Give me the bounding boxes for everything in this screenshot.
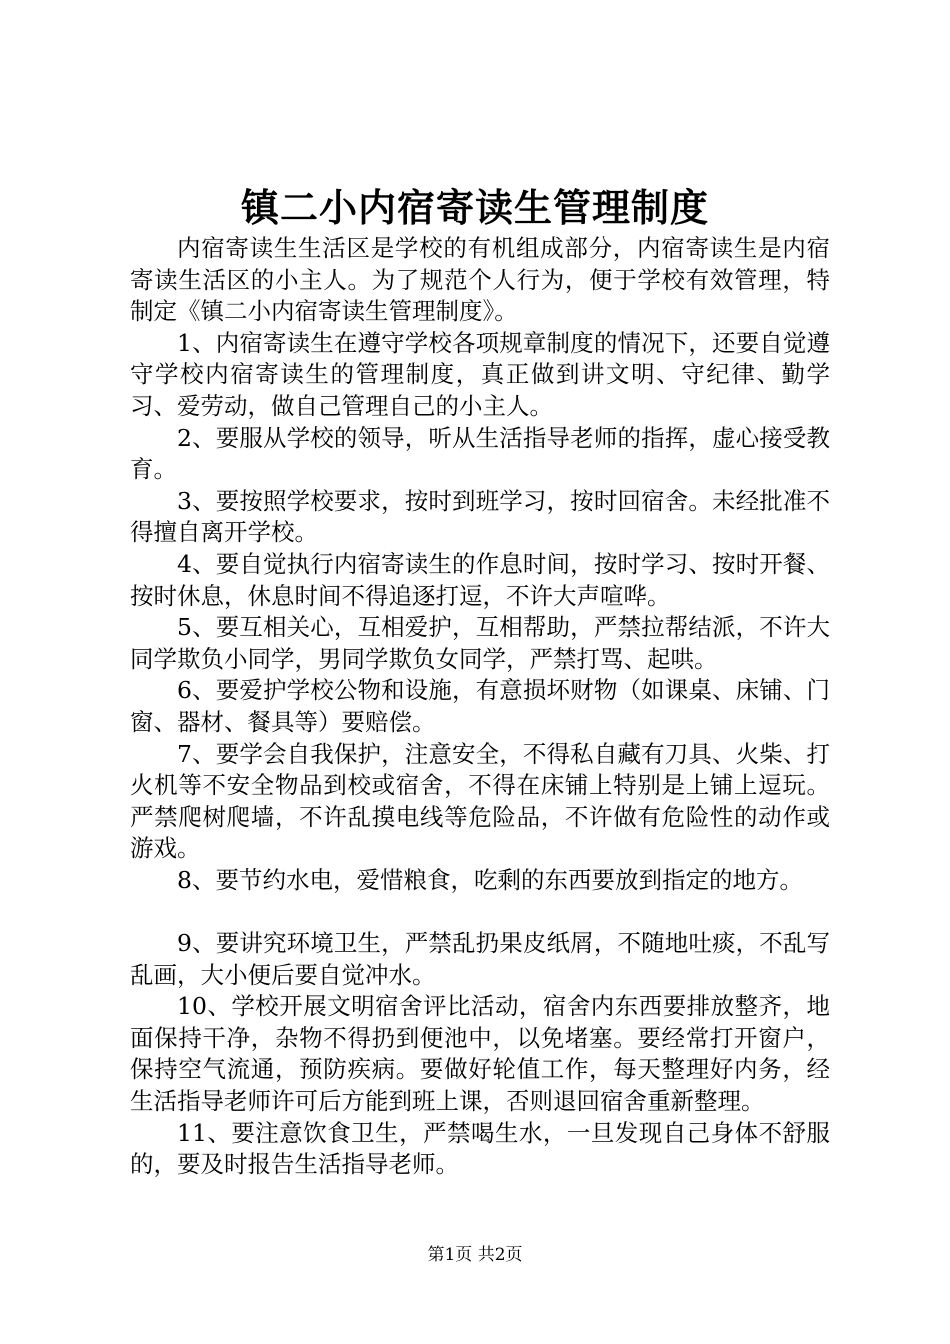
rule-paragraph-11: 11、要注意饮食卫生，严禁喝生水，一旦发现自己身体不舒服的，要及时报告生活指导老师。 xyxy=(130,1118,830,1179)
paragraph-spacer xyxy=(130,896,830,928)
page-footer: 第1页 共2页 xyxy=(427,1245,523,1265)
rule-paragraph-3: 3、要按照学校要求，按时到班学习，按时回宿舍。未经批准不得擅自离开学校。 xyxy=(130,486,830,547)
rule-paragraph-8: 8、要节约水电，爱惜粮食，吃剩的东西要放到指定的地方。 xyxy=(177,865,803,894)
rule-paragraph-4: 4、要自觉执行内宿寄读生的作息时间，按时学习、按时开餐、按时休息，休息时间不得追逐打逗，不许大声喧哗。 xyxy=(130,549,830,610)
rule-paragraph-7: 7、要学会自我保护，注意安全，不得私自藏有刀具、火柴、打火机等不安全物品到校或宿舍，不得在床铺上特别是上铺上逗玩。严禁爬树爬墙，不许乱摸电线等危险品，不许做有危险性的动作或游戏。 xyxy=(130,739,830,863)
rule-paragraph-1: 1、内宿寄读生在遵守学校各项规章制度的情况下，还要自觉遵守学校内宿寄读生的管理制度，真正做到讲文明、守纪律、勤学习、爱劳动，做自己管理自己的小主人。 xyxy=(130,328,830,420)
rule-paragraph-6: 6、要爱护学校公物和设施，有意损坏财物（如课桌、床铺、门窗、器材、餐具等）要赔偿。 xyxy=(130,676,830,736)
rule-paragraph-2: 2、要服从学校的领导，听从生活指导老师的指挥，虚心接受教育。 xyxy=(130,423,830,484)
rule-paragraph-5: 5、要互相关心，互相爱护，互相帮助，严禁拉帮结派，不许大同学欺负小同学，男同学欺负女同学，严禁打骂、起哄。 xyxy=(130,613,830,673)
intro-paragraph: 内宿寄读生生活区是学校的有机组成部分，内宿寄读生是内宿寄读生活区的小主人。为了规范个人行为，便于学校有效管理，特制定《镇二小内宿寄读生管理制度》。 xyxy=(130,234,830,326)
rule-paragraph-10: 10、学校开展文明宿舍评比活动，宿舍内东西要排放整齐，地面保持干净，杂物不得扔到便池中，以免堵塞。要经常打开窗户，保持空气流通，预防疾病。要做好轮值工作，每天整理好内务，经生活指导老师许可后方能到班上课，否则退回宿舍重新整理。 xyxy=(130,992,830,1116)
document-title: 镇二小内宿寄读生管理制度 xyxy=(240,186,709,230)
document-body xyxy=(130,233,830,1181)
rule-paragraph-9: 9、要讲究环境卫生，严禁乱扔果皮纸屑，不随地吐痰，不乱写乱画，大小便后要自觉冲水。 xyxy=(130,929,830,989)
